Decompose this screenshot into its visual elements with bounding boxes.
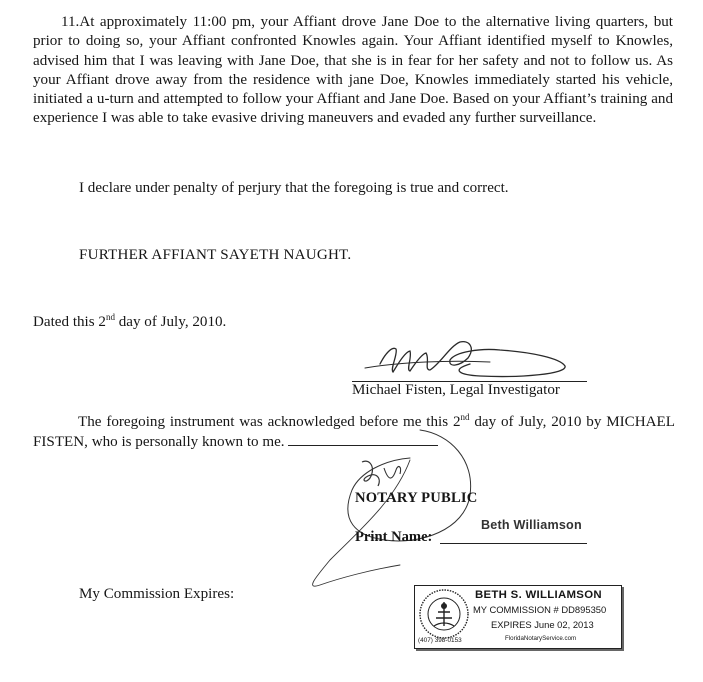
stamp-commission-number: MY COMMISSION # DD895350 <box>473 604 607 615</box>
stamp-phone: (407) 398-0153 <box>418 637 462 644</box>
paragraph-text: At approximately 11:00 pm, your Affiant drove Jane Doe to the alternative living quarters, but prior to doing so, your Affiant confronted Knowles again. Your Affiant identified myself to Knowles, advised him that I was leaving with Jane Doe, that she is in fear for her safety and not to follow us. As your Affiant drove away from the residence with jane Doe, Knowles immediately started his vehicle, initiated a u-turn and attempted to follow your Affiant and Jane Doe. Based on your Affiant’s training and experience I was able to take evasive driving maneuvers and evaded any further surveillance. <box>33 14 673 127</box>
print-name-value: Beth Williamson <box>481 518 582 532</box>
declaration-statement: I declare under penalty of perjury that the foregoing is true and correct. <box>79 180 509 196</box>
state-seal-icon <box>418 588 470 640</box>
dated-line <box>33 314 226 331</box>
signer-name: Michael Fisten, Legal Investigator <box>352 381 587 399</box>
paragraph-11 <box>33 13 673 129</box>
acknowledgment-part2: day of July, 2010 by MICHAEL FISTEN, who is personally known to me. <box>33 414 675 450</box>
dated-prefix: Dated this 2 <box>33 314 106 330</box>
stamp-website: FloridaNotaryService.com <box>505 635 577 642</box>
print-name-label: Print Name: <box>355 529 433 545</box>
stamp-expiration: EXPIRES June 02, 2013 <box>491 619 594 630</box>
acknowledgment-part1: The foregoing instrument was acknowledged before me this 2 <box>78 414 461 430</box>
stamp-notary-name: BETH S. WILLIAMSON <box>475 589 602 601</box>
commission-expires-label: My Commission Expires: <box>79 586 235 602</box>
dated-suffix: day of July, 2010. <box>114 314 227 330</box>
investigator-signature-icon <box>360 334 590 384</box>
further-affiant-statement: FURTHER AFFIANT SAYETH NAUGHT. <box>79 247 352 263</box>
notary-public-title: NOTARY PUBLIC <box>355 490 478 506</box>
notary-signature-icon <box>300 420 500 600</box>
notary-stamp <box>414 585 622 649</box>
dated-ordinal: nd <box>105 312 115 322</box>
print-name-line <box>440 543 587 544</box>
paragraph-number: 11. <box>61 14 80 30</box>
acknowledgment-ordinal: nd <box>460 412 470 422</box>
